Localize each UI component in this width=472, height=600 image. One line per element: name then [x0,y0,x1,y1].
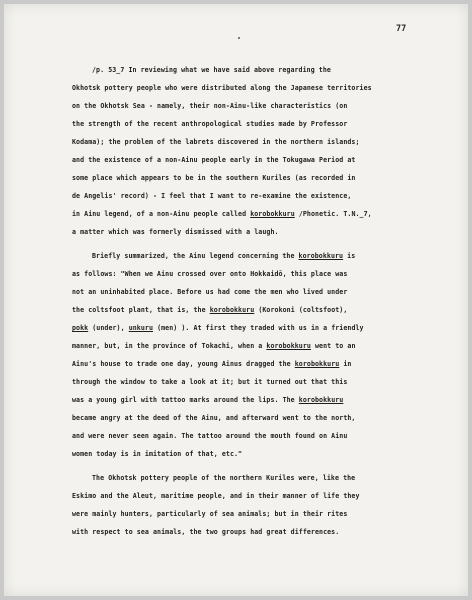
para2-line-1-a: Briefly summarized, the Ainu legend concerning the [92,252,299,260]
para2-line-11: and were never seen again. The tattoo around the mouth found on Ainu [72,432,348,440]
term-korobokkuru: korobokkuru [294,360,340,368]
para1-line-9-a: in Ainu legend, of a non-Ainu people called [72,210,251,218]
para1-line-9 [72,210,372,219]
para3-line-3: were mainly hunters, particularly of sea animals; but in their rites [72,510,348,518]
para2-line-2: as follows: "When we Ainu crossed over onto Hokkaidō, this place was [72,270,348,278]
para2-line-1-b: is [343,252,356,260]
para1-line-1 [92,66,331,75]
para1-line-8: de Angelis' record) - I feel that I want to re-examine the existence, [72,192,352,200]
term-korobokkuru: korobokkuru [266,342,311,350]
term-unkuru: unkuru [128,324,154,332]
para2-line-6 [72,342,356,351]
translator-note: /Phonetic. T.N._7, [294,210,372,218]
para3-line-2: Eskimo and the Aleut, maritime people, and in their manner of life they [72,492,360,500]
para2-line-10: became angry at the deed of the Ainu, and afterward went to the north, [72,414,356,422]
para1-line-7: some place which appears to be in the southern Kuriles (as recorded in [72,174,356,182]
para2-line-4-a: the coltsfoot plant, that is, the [72,306,210,314]
para2-line-4 [72,306,347,315]
para2-line-12: women today is in imitation of that, etc." [72,450,243,458]
para1-line-3: on the Okhotsk Sea - namely, their non-Ainu-like characteristics (on [72,102,348,110]
para2-line-5-b: (men) ). At first they traded with us in a friendly [153,324,364,332]
scan-speck [238,37,240,39]
para2-line-5 [72,324,364,333]
para1-line-1-text: In reviewing what we have said above regarding the [124,66,331,74]
term-korobokkuru: korobokkuru [209,306,255,314]
para2-line-7-a: Ainu's house to trade one day, young Ainus dragged the [72,360,291,368]
page-marker: /p. 53_7 [92,66,125,74]
para3-line-1: The Okhotsk pottery people of the northern Kuriles were, like the [92,474,356,482]
para2-line-8: through the window to take a look at it; but it turned out that this [72,378,348,386]
para2-line-7 [72,360,351,369]
para1-line-6: and the existence of a non-Ainu people early in the Tokugawa Period at [72,156,356,164]
para2-line-1 [92,252,355,261]
term-korobokkuru: korobokkuru [298,252,344,260]
term-pokk: pokk [72,324,89,332]
para3-line-4: with respect to sea animals, the two groups had great differences. [72,528,340,536]
para2-line-7-b: in [339,360,352,368]
term-korobokkuru: korobokkuru [298,396,344,404]
para2-line-9 [72,396,343,405]
para2-line-4-b: (Korokoni (coltsfoot), [254,306,348,314]
term-korobokkuru: korobokkuru [250,210,295,218]
para1-line-5: Kodama); the problem of the labrets discovered in the northern islands; [72,138,360,146]
para2-line-6-a: manner, but, in the province of Tokachi, when a [72,342,267,350]
para1-line-10: a matter which was formerly dismissed with a laugh. [72,228,279,236]
para2-line-6-b: went to an [310,342,356,350]
document-page [4,4,468,596]
para2-line-3: not an uninhabited place. Before us had come the men who lived under [72,288,348,296]
para2-line-9-a: was a young girl with tattoo marks around the lips. The [72,396,299,404]
page-number: 77 [396,24,407,34]
para2-line-5-a: (under), [88,324,129,332]
para1-line-4: the strength of the recent anthropological studies made by Professor [72,120,348,128]
para1-line-2: Okhotsk pottery people who were distributed along the Japanese territories [72,84,372,92]
